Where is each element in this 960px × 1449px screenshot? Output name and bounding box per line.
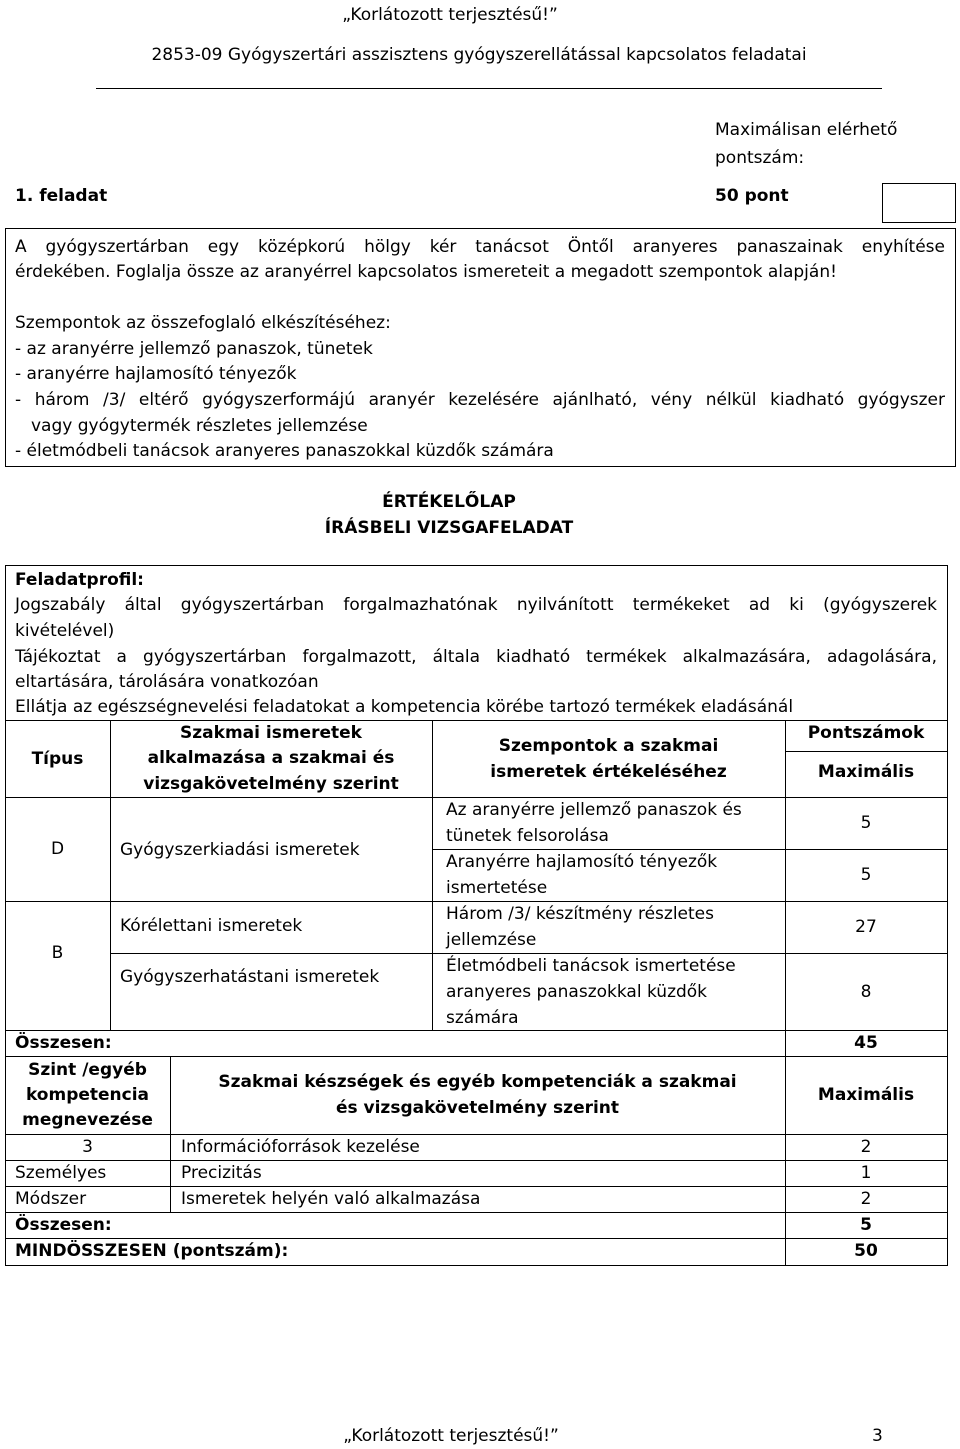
criteria-line: - életmódbeli tanácsok aranyeres panaszokkal küzdők számára [15, 441, 554, 461]
grand-total-label: MINDÖSSZESEN (pontszám): [15, 1241, 289, 1261]
knowledge-header: Szakmai ismeretek [180, 723, 362, 743]
max-points-cell: 8 [860, 982, 872, 1002]
level-header: kompetencia [25, 1085, 150, 1105]
skill-cell: Precizitás [181, 1163, 262, 1183]
criteria-line: - aranyérre hajlamosító tényezők [15, 364, 297, 384]
profile-line: Ellátja az egészségnevelési feladatokat a kompetencia körébe tartozó termékek eladásánál [15, 697, 794, 717]
criteria-cell: Aranyérre hajlamosító tényezők [446, 852, 718, 872]
criteria-cell: tünetek felsorolása [446, 826, 609, 846]
skill-cell: Ismeretek helyén való alkalmazása [181, 1189, 481, 1209]
level-cell: Módszer [15, 1189, 87, 1209]
task-number: 1. feladat [15, 186, 108, 206]
knowledge-item: Kórélettani ismeretek [120, 916, 303, 936]
level-cell: 3 [82, 1137, 93, 1157]
max-points-cell: 1 [860, 1163, 872, 1183]
max-points-label-cont: pontszám: [715, 148, 805, 168]
max-points-cell: 2 [860, 1189, 872, 1209]
score-box [882, 183, 956, 223]
subtotal-label: Összesen: [15, 1033, 112, 1053]
max-header: Maximális [817, 1085, 915, 1105]
criteria-line: - három /3/ eltérő gyógyszerformájú aranyér kezelésére ajánlható, vény nélkül kiadható gyógyszer [15, 390, 945, 410]
profile-line: eltartására, tárolására vonatkozóan [15, 672, 319, 692]
criteria-cell: Három /3/ készítmény részletes [446, 904, 714, 924]
level-header: Szint /egyéb [28, 1060, 147, 1080]
subtotal-label: Összesen: [15, 1215, 112, 1235]
type-header: Típus [31, 749, 84, 769]
skills-header: Szakmai készségek és egyéb kompetenciák a szakmai [218, 1072, 737, 1092]
task-intro-line: érdekében. Foglalja össze az aranyérrel kapcsolatos ismereteit a megadott szempontok alapján! [15, 262, 837, 282]
max-points-cell: 2 [860, 1137, 872, 1157]
footer-restriction-notice: „Korlátozott terjesztésű!” [343, 1426, 559, 1446]
table-rule [110, 953, 948, 954]
restriction-notice: „Korlátozott terjesztésű!” [342, 5, 558, 25]
table-rule [785, 751, 948, 752]
table-rule [5, 1134, 948, 1135]
task-intro-line: A gyógyszertárban egy középkorú hölgy kér tanácsot Öntől aranyeres panaszainak enyhítése [15, 237, 945, 257]
evaluation-title: ÉRTÉKELŐLAP [382, 492, 516, 512]
criteria-cell: ismertetése [446, 878, 548, 898]
subtotal-value: 5 [860, 1215, 872, 1235]
module-title: 2853-09 Gyógyszertári asszisztens gyógyszerellátással kapcsolatos feladatai [151, 45, 807, 65]
table-rule [5, 1212, 948, 1213]
profile-line: Tájékoztat a gyógyszertárban forgalmazott, általa kiadható termékek alkalmazására, adagolására, [15, 647, 937, 667]
criteria-cell: Az aranyérre jellemző panaszok és [446, 800, 742, 820]
type-cell: B [51, 943, 64, 963]
table-rule [5, 901, 948, 902]
table-rule [5, 720, 948, 721]
task-max-points: 50 pont [715, 186, 789, 206]
page-number: 3 [872, 1426, 883, 1446]
criteria-cell: számára [446, 1008, 519, 1028]
header-rule [96, 88, 882, 89]
table-rule [5, 797, 948, 798]
criteria-line: vagy gyógytermék részletes jellemzése [31, 416, 368, 436]
profile-line: kivételével) [15, 621, 115, 641]
max-points-label: Maximálisan elérhető [715, 120, 898, 140]
type-cell: D [50, 839, 65, 859]
table-rule [432, 849, 948, 850]
profile-line: Jogszabály által gyógyszertárban forgalmazhatónak nyilvánított termékeket ad ki (gyógyszerek [15, 595, 937, 615]
table-rule [5, 1030, 948, 1031]
criteria-cell: aranyeres panaszokkal küzdők [446, 982, 708, 1002]
max-points-cell: 27 [855, 917, 877, 937]
table-rule [5, 1186, 948, 1187]
max-points-cell: 5 [860, 865, 872, 885]
max-header: Maximális [817, 762, 915, 782]
table-rule [5, 1056, 948, 1057]
criteria-cell: Életmódbeli tanácsok ismertetése [446, 956, 736, 976]
knowledge-item: Gyógyszerhatástani ismeretek [120, 967, 380, 987]
knowledge-header: vizsgakövetelmény szerint [143, 774, 399, 794]
criteria-cell: jellemzése [446, 930, 537, 950]
table-rule [5, 1238, 948, 1239]
table-rule [5, 1160, 948, 1161]
knowledge-header: alkalmazása a szakmai és [147, 748, 395, 768]
knowledge-item: Gyógyszerkiadási ismeretek [120, 840, 360, 860]
points-header: Pontszámok [807, 723, 925, 743]
subtotal-value: 45 [854, 1033, 878, 1053]
max-points-cell: 5 [860, 813, 872, 833]
profile-label: Feladatprofil: [15, 570, 144, 590]
criteria-header: ismeretek értékeléséhez [490, 762, 727, 782]
criteria-header: Szempontok a szakmai [498, 736, 719, 756]
skills-header: és vizsgakövetelmény szerint [335, 1098, 620, 1118]
level-cell: Személyes [15, 1163, 107, 1183]
skill-cell: Információforrások kezelése [181, 1137, 420, 1157]
grand-total-value: 50 [854, 1241, 878, 1261]
criteria-heading: Szempontok az összefoglaló elkészítéséhez: [15, 313, 391, 333]
criteria-line: - az aranyérre jellemző panaszok, tünetek [15, 339, 373, 359]
level-header: megnevezése [22, 1110, 153, 1130]
evaluation-subtitle: ÍRÁSBELI VIZSGAFELADAT [324, 518, 574, 538]
